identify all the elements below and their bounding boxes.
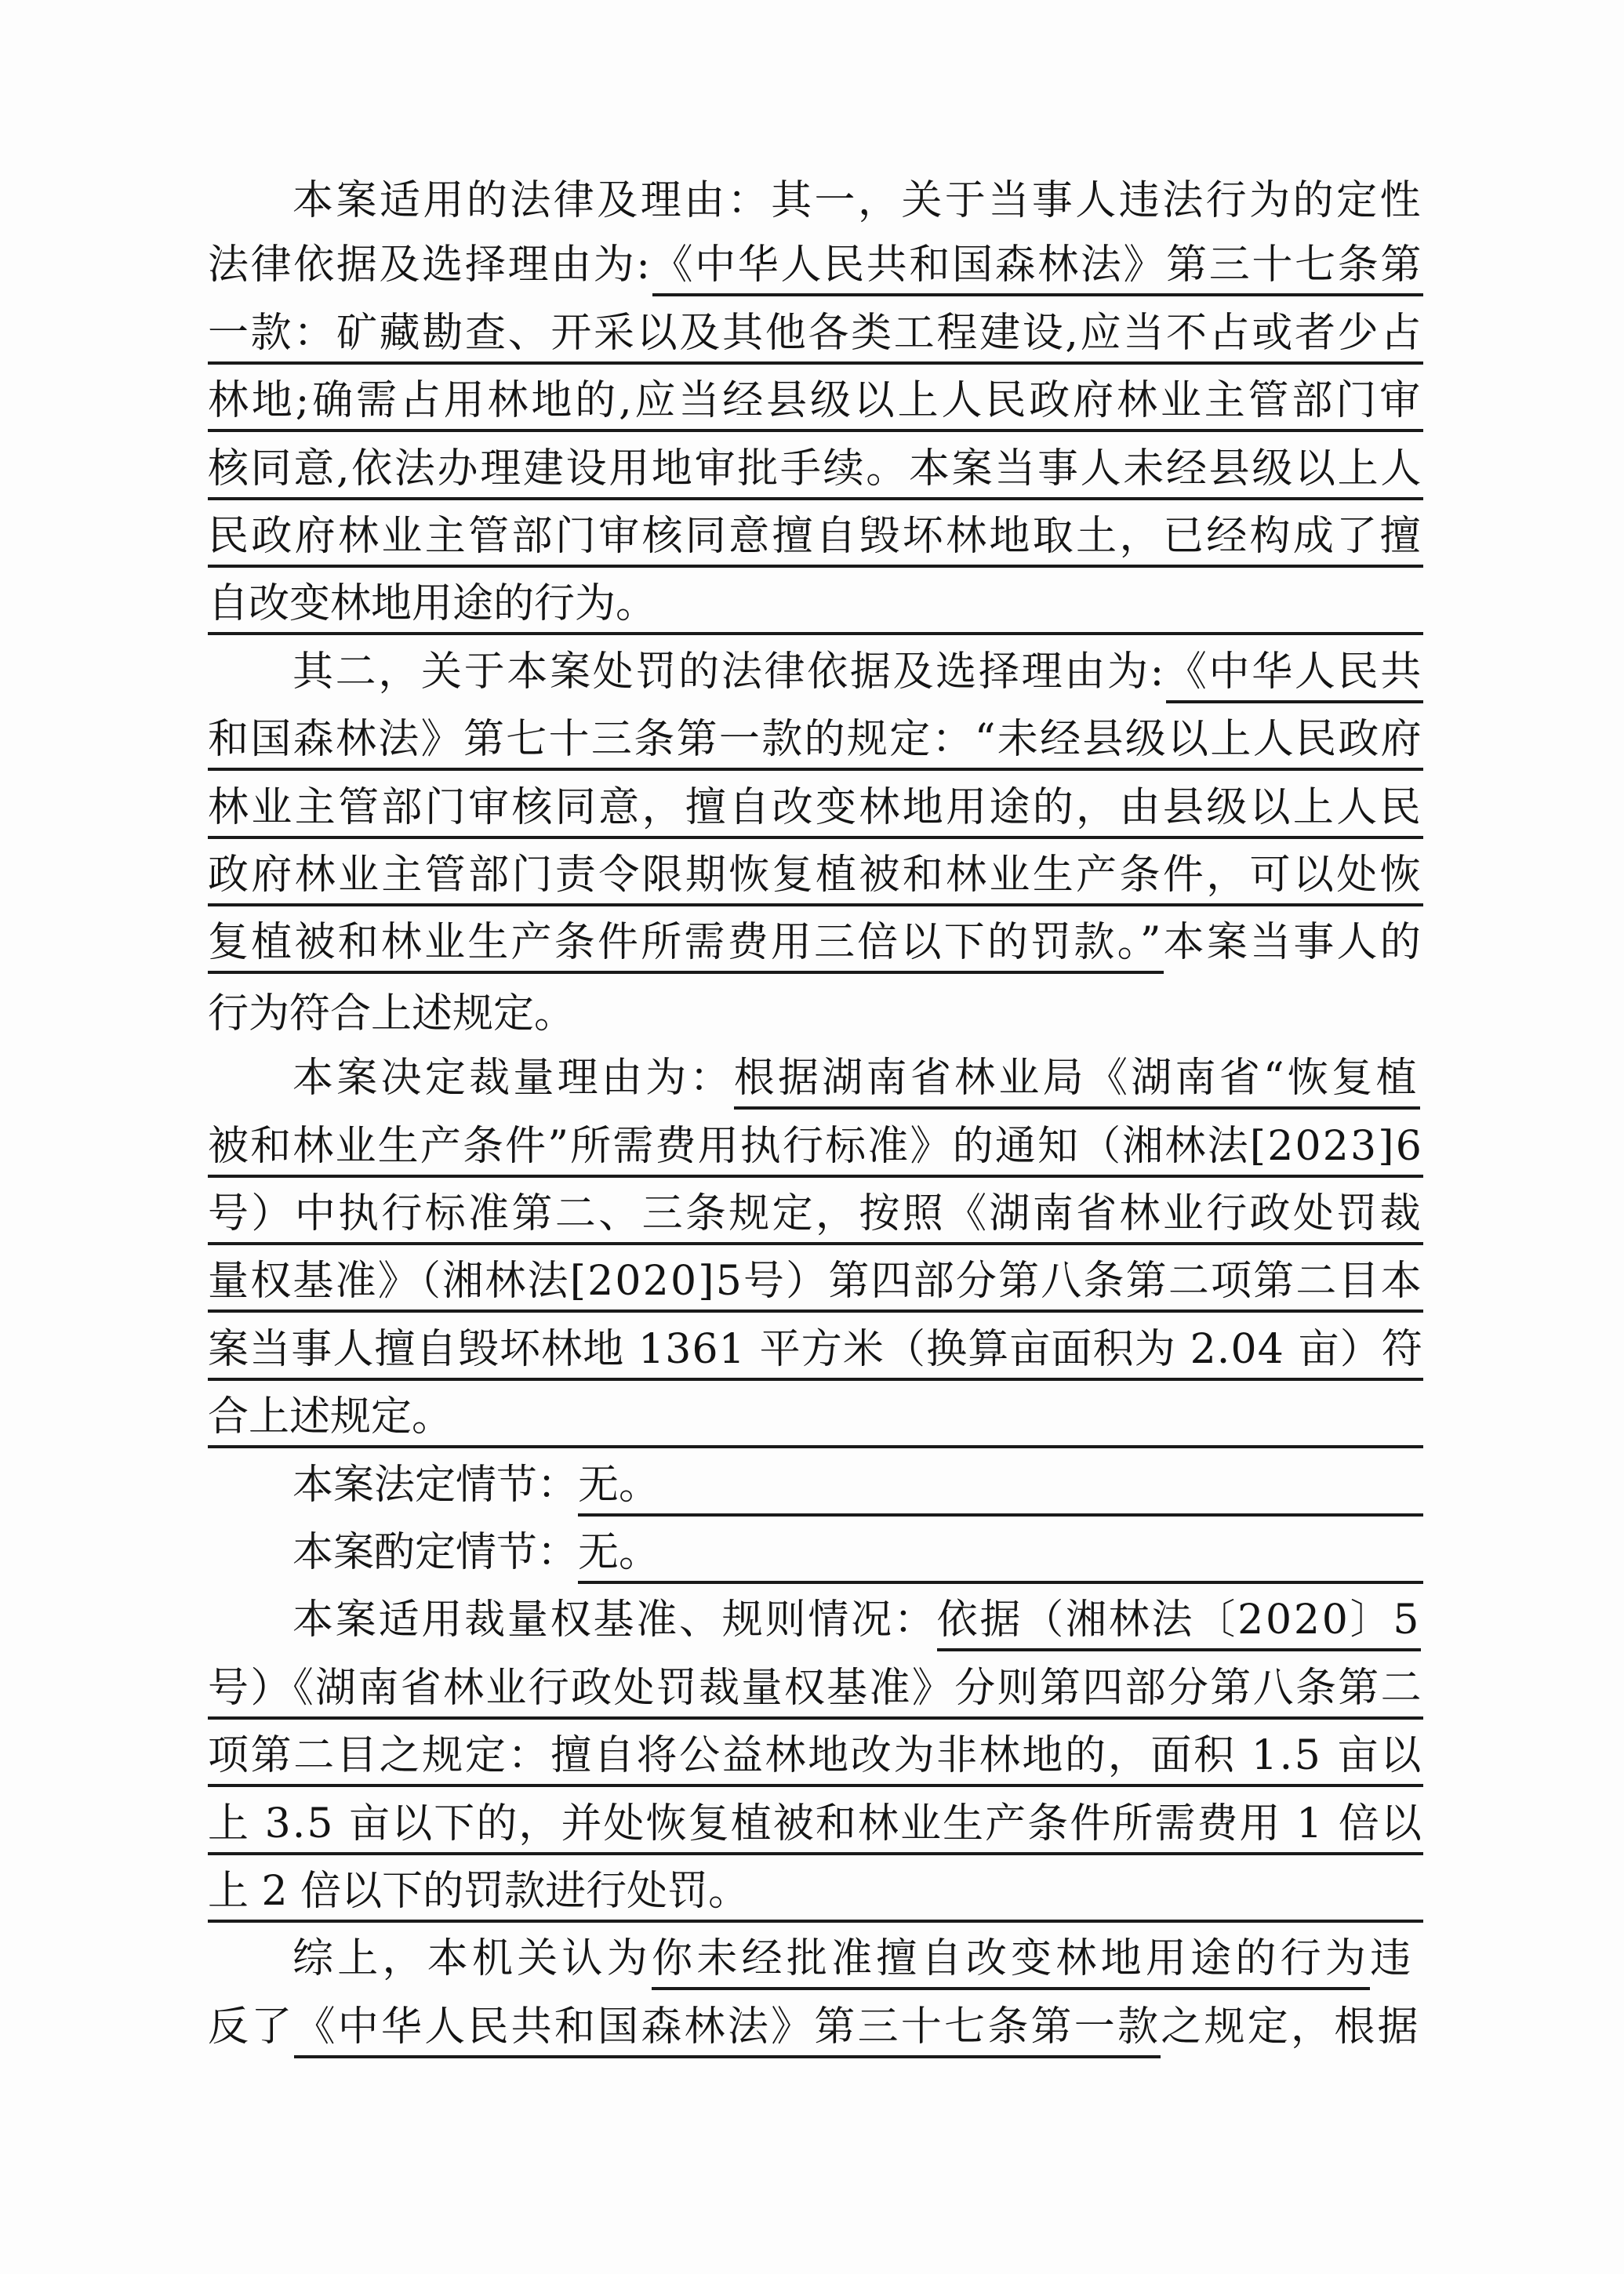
underlined-text: 根据湖南省林业局《湖南省“恢复植 — [734, 1050, 1420, 1110]
text-line — [208, 1589, 1423, 1651]
text-line — [208, 911, 1423, 974]
underlined-text: 依据（湘林法〔2020〕5 — [937, 1592, 1422, 1651]
underlined-text: 号）中执行标准第二、三条规定，按照《湖南省林业行政处罚裁 — [208, 1186, 1423, 1245]
underlined-text: 政府林业主管部门责令限期恢复植被和林业生产条件，可以处恢 — [208, 847, 1423, 906]
text-line — [208, 1521, 1423, 1584]
text-segment: 综上，本机关认为 — [292, 1935, 652, 1983]
text-segment: 本案决定裁量理由为： — [292, 1055, 734, 1102]
text-line — [208, 1250, 1423, 1313]
text-line — [208, 641, 1423, 703]
text-segment: 之规定，根据 — [1161, 2003, 1421, 2051]
underlined-text: 和国森林法》第七十三条第一款的规定：“未经县级以上人民政府 — [208, 711, 1423, 771]
text-line — [208, 979, 1423, 1042]
text-segment: 本案适用的法律及理由：其一，关于当事人违法行为的定性 — [292, 177, 1423, 224]
underlined-text: 上 3.5 亩以下的，并处恢复植被和林业生产条件所需费用 1 倍以 — [208, 1796, 1423, 1855]
text-line — [208, 776, 1423, 839]
text-segment: 本案适用裁量权基准、规则情况： — [292, 1597, 937, 1644]
underlined-text: 被和林业生产条件”所需费用执行标准》的通知（湘林法[2023]6 — [208, 1118, 1423, 1178]
text-line — [208, 1047, 1423, 1110]
underlined-text: 一款：矿藏勘查、开采以及其他各类工程建设,应当不占或者少占 — [208, 305, 1423, 365]
underlined-text: 合上述规定。 — [208, 1389, 1423, 1448]
underlined-text: 民政府林业主管部门审核同意擅自毁坏林地取土，已经构成了擅 — [208, 508, 1423, 568]
text-line — [208, 844, 1423, 906]
text-segment: 行为符合上述规定。 — [208, 990, 576, 1037]
underlined-text: 复植被和林业生产条件所需费用三倍以下的罚款。” — [208, 914, 1164, 974]
text-line — [208, 1454, 1423, 1517]
text-line — [208, 708, 1423, 771]
underlined-text: 《中华人民共 — [1166, 644, 1423, 703]
text-segment: 反了 — [208, 2003, 295, 2051]
underlined-text: 量权基准》（湘林法[2020]5号）第四部分第八条第二项第二目本 — [208, 1253, 1423, 1313]
underlined-text: 案当事人擅自毁坏林地 1361 平方米（换算亩面积为 2.04 亩）符 — [208, 1321, 1423, 1381]
underlined-text: 核同意,依法办理建设用地审批手续。本案当事人未经县级以上人 — [208, 441, 1423, 500]
text-line — [208, 1996, 1423, 2058]
text-line — [208, 369, 1423, 432]
text-line — [208, 1386, 1423, 1448]
text-line — [208, 572, 1423, 635]
text-line — [208, 1115, 1423, 1178]
text-line — [208, 166, 1423, 229]
underlined-text: 《中华人民共和国森林法》第三十七条第一款 — [294, 1999, 1161, 2058]
text-line — [208, 1318, 1423, 1381]
underlined-text: 上 2 倍以下的罚款进行处罚。 — [208, 1863, 1423, 1923]
underlined-text: 林地;确需占用林地的,应当经县级以上人民政府林业主管部门审 — [208, 372, 1423, 432]
text-segment: 本案当事人的 — [1163, 919, 1423, 967]
text-line — [208, 438, 1423, 500]
text-line — [208, 1927, 1423, 1990]
underlined-text: 号）《湖南省林业行政处罚裁量权基准》分则第四部分第八条第二 — [208, 1660, 1423, 1720]
underlined-text: 《中华人民共和国森林法》第三十七条第 — [652, 237, 1423, 296]
text-line — [208, 1182, 1423, 1245]
text-line — [208, 1860, 1423, 1923]
text-segment: 违 — [1370, 1935, 1415, 1983]
text-line — [208, 1657, 1423, 1720]
underlined-text: 林业主管部门审核同意，擅自改变林地用途的，由县级以上人民 — [208, 779, 1423, 839]
underlined-text: 你未经批准擅自改变林地用途的行为 — [652, 1931, 1370, 1990]
underlined-text: 无。 — [578, 1524, 1423, 1584]
underlined-text: 自改变林地用途的行为。 — [208, 576, 1423, 635]
underlined-text: 无。 — [578, 1457, 1423, 1517]
text-segment: 本案酌定情节： — [292, 1529, 579, 1576]
text-line — [208, 1724, 1423, 1787]
text-segment: 其二，关于本案处罚的法律依据及选择理由为: — [292, 648, 1166, 696]
text-line — [208, 234, 1423, 296]
underlined-text: 项第二目之规定：擅自将公益林地改为非林地的，面积 1.5 亩以 — [208, 1727, 1423, 1787]
text-line — [208, 302, 1423, 365]
text-segment: 法律依据及选择理由为: — [208, 242, 652, 289]
text-line — [208, 1793, 1423, 1855]
text-line — [208, 505, 1423, 568]
text-segment: 本案法定情节： — [292, 1461, 579, 1509]
